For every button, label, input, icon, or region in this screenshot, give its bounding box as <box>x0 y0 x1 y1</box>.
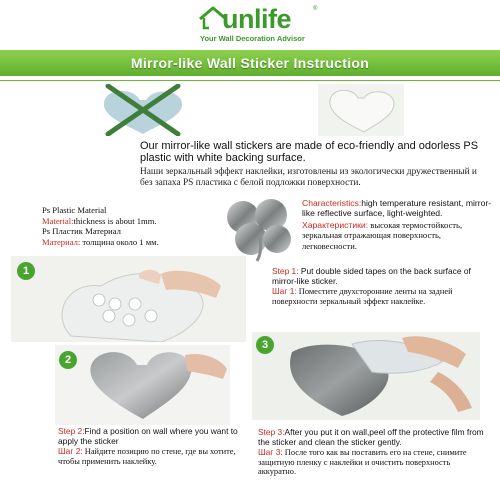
material-block <box>42 205 197 247</box>
clover-icon <box>227 199 291 261</box>
step-3-text <box>258 428 486 477</box>
step-1-text-ru: Поместите двухсторонние ленты на задней поверхности зеркальный эффект наклейке. <box>272 287 453 306</box>
characteristics-label-en: Characteristics: <box>302 198 362 208</box>
step-2-text <box>58 427 248 466</box>
characteristics-label-ru: Характеристики: <box>302 219 369 230</box>
correct-usage-illustration <box>318 84 404 136</box>
step-1-text <box>272 267 472 306</box>
material-value-en: thickness is about 1mm. <box>73 215 157 226</box>
step-2-text-ru: Найдите позицию по стене, где вы хотите, чтобы применить наклейку. <box>58 447 236 466</box>
step-3-text-en: After you put it on wall,peel off the protective film from the sticker and clean the sticker gently. <box>258 427 484 447</box>
step-badge-icon: 2 <box>59 351 77 369</box>
clover-sticker-image <box>215 195 300 263</box>
step-1-text-en: Put double sided tapes on the back surface of mirror-like sticker. <box>272 266 471 286</box>
step-3-photo <box>252 332 480 420</box>
registered-mark: ® <box>313 6 318 12</box>
banner-title: Mirror-like Wall Sticker Instruction <box>130 55 370 71</box>
brand-name: unlife <box>222 4 291 34</box>
material-label-ru: Материал: <box>42 236 81 247</box>
intro-english: Our mirror-like wall stickers are made of eco-friendly and odorless PS plastic with white backing surface. <box>140 140 479 164</box>
step-1-label-en: Step 1: <box>272 266 299 276</box>
step-3-text-ru: После того как вы поставить его на стене, снимите защитную пленку с наклейки и очистить поверхность аккуратно. <box>258 448 467 477</box>
step-1-photo <box>11 256 246 342</box>
banner-divider <box>0 80 500 81</box>
characteristics-value-ru: высокая термостойкость, зеркальная отражающая поверхность, легковесности. <box>302 219 463 251</box>
material-title-en: Ps Plastic Material <box>42 205 107 215</box>
step-2-photo <box>55 345 230 425</box>
step-badge-icon: 1 <box>17 262 35 280</box>
step-1-label-ru: Шаг 1: <box>272 286 297 297</box>
step-2-label-ru: Шаг 2: <box>58 446 83 457</box>
characteristics-value-en: high temperature resistant, mirror-like reflective surface, light-weighted. <box>302 198 492 218</box>
material-value-ru: толщина около 1 мм. <box>80 236 159 247</box>
step-badge-icon: 3 <box>256 336 274 354</box>
wrong-usage-illustration <box>88 84 198 136</box>
material-label-en: Material: <box>42 215 74 226</box>
title-banner <box>0 50 500 76</box>
brand-tagline: Your Wall Decoration Advisor <box>200 34 305 43</box>
characteristics-block <box>302 199 492 251</box>
intro-russian: Наши зеркальный эффект наклейки, изготовлены из экологически дружественный и без запаха PS пластика с белой подложки поверхности. <box>140 167 477 188</box>
step-2-text-en: Find a position on wall where you want to apply the sticker <box>58 426 238 446</box>
step-3-label-en: Step 3: <box>258 427 285 437</box>
material-title-ru: Ps Пластик Материал <box>42 226 121 236</box>
step-2-label-en: Step 2: <box>58 426 85 436</box>
step-3-label-ru: Шаг 3: <box>258 447 283 458</box>
